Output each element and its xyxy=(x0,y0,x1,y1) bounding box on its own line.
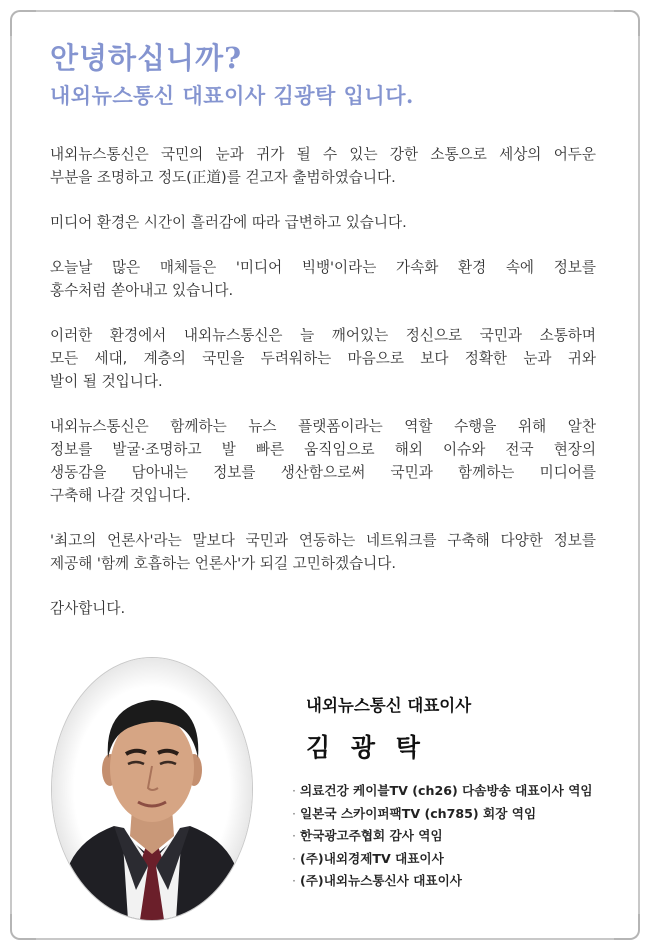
career-text: 한국광고주협회 감사 역임 xyxy=(300,828,443,843)
career-item xyxy=(292,848,593,871)
career-list xyxy=(292,780,593,893)
frame-corner-bottom-left xyxy=(10,912,38,940)
career-item xyxy=(292,780,593,803)
paragraph-line: 오늘날 많은 매체들은 '미디어 빅뱅'이라는 가속화 환경 속에 정보를 xyxy=(50,259,596,276)
paragraph-line: '최고의 언론사'라는 말보다 국민과 연동하는 네트워크를 구축해 다양한 정보를 xyxy=(50,532,596,549)
career-text: (주)내외경제TV 대표이사 xyxy=(300,850,444,866)
career-item xyxy=(292,825,593,848)
bullet-icon: · xyxy=(292,850,297,866)
paragraph xyxy=(50,324,596,393)
career-text: (주)내외뉴스통신사 대표이사 xyxy=(300,873,462,888)
paragraph xyxy=(50,415,596,507)
paragraph xyxy=(50,529,596,575)
paragraph-line: 이러한 환경에서 내외뉴스통신은 늘 깨어있는 정신으로 국민과 소통하며 xyxy=(50,327,596,344)
paragraph xyxy=(50,256,596,302)
paragraph-line: 제공해 '함께 호흡하는 언론사'가 되길 고민하겠습니다. xyxy=(50,555,397,572)
paragraph xyxy=(50,143,596,189)
bullet-icon: · xyxy=(292,783,297,798)
frame-line-top xyxy=(36,10,614,12)
paragraph-line: 구축해 나갈 것입니다. xyxy=(50,487,191,504)
frame-corner-bottom-right xyxy=(612,912,640,940)
ceo-portrait xyxy=(52,658,252,920)
frame-line-right xyxy=(638,36,640,914)
signature-name: 김 광 탁 xyxy=(306,733,426,762)
paragraph xyxy=(50,597,596,620)
career-item xyxy=(292,870,593,893)
paragraph-line: 미디어 환경은 시간이 흘러감에 따라 급변하고 있습니다. xyxy=(50,214,407,231)
frame-line-bottom xyxy=(36,938,614,940)
paragraph-line: 내외뉴스통신은 함께하는 뉴스 플랫폼이라는 역할 수행을 위해 알찬 xyxy=(50,418,596,435)
frame-corner-top-right xyxy=(612,10,640,38)
career-item xyxy=(292,803,593,826)
paragraph-line: 정보를 발굴·조명하고 발 빠른 움직임으로 해외 이슈와 전국 현장의 xyxy=(50,441,596,458)
greeting-heading: 안녕하십니까? xyxy=(50,41,243,75)
career-text: 일본국 스카이퍼팩TV (ch785) 회장 역임 xyxy=(300,805,537,821)
message-body xyxy=(50,143,596,642)
paragraph-line: 홍수처럼 쏟아내고 있습니다. xyxy=(50,282,234,299)
paragraph-line: 모든 세대, 계층의 국민을 두려워하는 마음으로 보다 정확한 눈과 귀와 xyxy=(50,350,596,367)
career-text: 의료건강 케이블TV (ch26) 다솜방송 대표이사 역임 xyxy=(300,783,593,798)
paragraph xyxy=(50,211,596,234)
paragraph-line: 감사합니다. xyxy=(50,600,126,617)
frame-line-left xyxy=(10,36,12,914)
bullet-icon: · xyxy=(292,805,297,821)
paragraph-line: 생동감을 담아내는 정보를 생산함으로써 국민과 함께하는 미디어를 xyxy=(50,464,596,481)
bullet-icon: · xyxy=(292,873,297,888)
bullet-icon: · xyxy=(292,828,297,843)
greeting-subtitle: 내외뉴스통신 대표이사 김광탁 입니다. xyxy=(50,83,414,108)
paragraph-line: 발이 될 것입니다. xyxy=(50,373,163,390)
paragraph-line: 부분을 조명하고 정도(正道)를 걷고자 출범하였습니다. xyxy=(50,169,396,186)
paragraph-line: 내외뉴스통신은 국민의 눈과 귀가 될 수 있는 강한 소통으로 세상의 어두운 xyxy=(50,146,596,163)
signature-organization: 내외뉴스통신 대표이사 xyxy=(306,696,472,715)
frame-corner-top-left xyxy=(10,10,38,38)
portrait-illustration xyxy=(52,658,252,920)
